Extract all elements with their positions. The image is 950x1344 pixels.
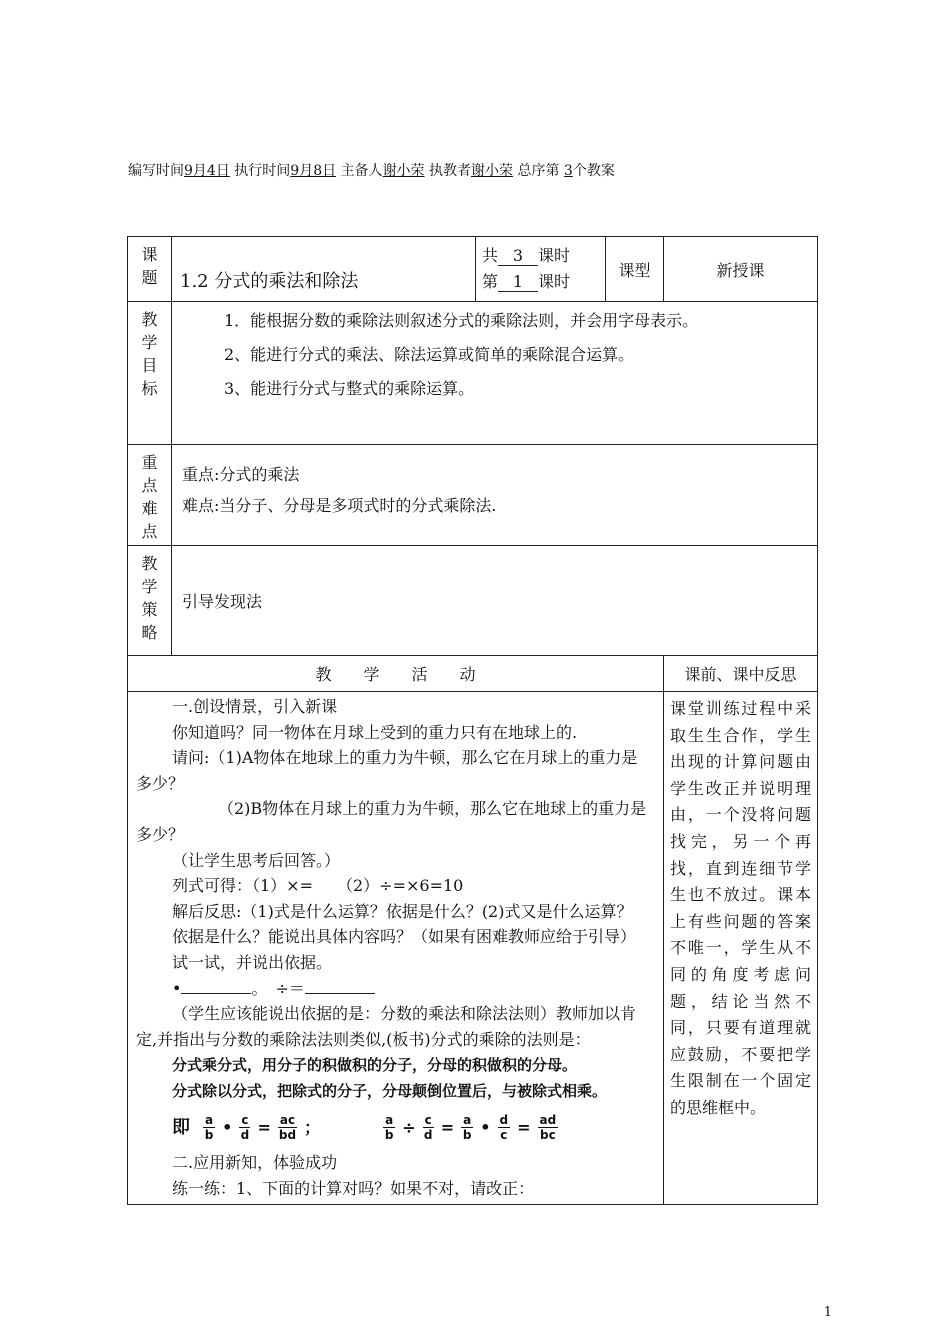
seq-suffix: 个教案 xyxy=(572,163,615,179)
fraction-c-d xyxy=(239,1113,250,1142)
label-char: 策 xyxy=(141,600,158,619)
activity-content xyxy=(128,692,664,1205)
fraction-d-c xyxy=(498,1113,511,1142)
formula-prefix: 即 xyxy=(172,1116,190,1138)
lesson-title: 1.2 分式的乘法和除法 xyxy=(172,237,476,302)
text-line: 多少？ xyxy=(136,773,185,793)
seq-number: 3 xyxy=(563,163,573,179)
current-lesson: 1 xyxy=(498,273,538,292)
goal-item: 2、能进行分式的乘法、除法运算或简单的乘除混合运算。 xyxy=(224,345,635,364)
denominator: b xyxy=(384,1127,394,1142)
text-line: 列式可得：（1）×= （2）÷=×6=10 xyxy=(172,876,464,896)
exec-date: 9月8日 xyxy=(290,163,337,179)
numerator: a xyxy=(385,1112,394,1127)
label-char: 略 xyxy=(141,623,158,642)
current-suffix: 课时 xyxy=(538,272,571,291)
goals-list xyxy=(172,302,818,445)
teacher-name: 谢小荣 xyxy=(471,163,514,179)
denominator: d xyxy=(423,1127,433,1142)
answer-blank xyxy=(305,979,375,994)
page-number: 1 xyxy=(823,1305,832,1320)
activity-head-row xyxy=(128,656,818,692)
compile-label: 编写时间 xyxy=(128,163,184,179)
text-line: 练一练：1、下面的计算对吗？如果不对，请改正： xyxy=(172,1178,535,1198)
equals-sign: = xyxy=(440,1117,455,1137)
exercise-line xyxy=(136,976,655,1002)
label-char: 教 xyxy=(141,554,158,573)
keypoints-content xyxy=(172,445,818,546)
label-char: 重 xyxy=(141,453,158,472)
numerator: a xyxy=(205,1112,214,1127)
label-char: 点 xyxy=(141,476,158,495)
teacher-label: 执教者 xyxy=(429,163,472,179)
numerator: ad xyxy=(539,1112,557,1127)
compile-date: 9月4日 xyxy=(184,163,230,179)
fraction-c-d xyxy=(423,1113,434,1142)
text-line: 你知道吗？同一物体在月球上受到的重力只有在地球上的. xyxy=(172,722,578,742)
preparer-name: 谢小荣 xyxy=(382,163,425,179)
reflection-content: 课堂训练过程中采取生生合作，学生出现的计算问题由学生改正并说明理由，一个没将问题找完，另一个再找，直到连细节学生也不放过。课本上有些问题的答案不唯一，学生从不同的角度考虑问题，结论当然不同，只要有道理就应鼓励，不要把学生限制在一个固定的思维框中。 xyxy=(664,692,818,1205)
lesson-count xyxy=(476,237,606,302)
fraction-ad-bc xyxy=(538,1113,559,1142)
rule-division: 分式除以分式，把除式的分子，分母颠倒位置后，与被除式相乘。 xyxy=(172,1082,608,1101)
dot-symbol: • xyxy=(172,978,182,998)
label-char: 难 xyxy=(141,499,158,518)
total-prefix: 共 xyxy=(482,246,499,265)
denominator: c xyxy=(500,1127,508,1142)
denominator: b xyxy=(204,1127,214,1142)
label-char: 目 xyxy=(141,356,158,375)
text-line: 解后反思:（1)式是什么运算？依据是什么？(2)式又是什么运算？ xyxy=(172,901,633,921)
answer-blank xyxy=(181,979,251,994)
keypoints-label xyxy=(128,445,172,546)
denominator: b xyxy=(462,1127,472,1142)
numerator: c xyxy=(424,1112,432,1127)
exercise-text: 。 ÷＝ xyxy=(251,978,305,998)
fraction-a-b xyxy=(461,1113,473,1142)
fraction-ac-bd xyxy=(278,1113,297,1142)
text-line: 定,并指出与分数的乘除法法则类似,(板书)分式的乘除的法则是： xyxy=(136,1029,591,1049)
numerator: c xyxy=(241,1112,249,1127)
activity-heading xyxy=(128,656,664,692)
strategy-value: 引导发现法 xyxy=(172,546,818,656)
fraction-a-b xyxy=(383,1113,395,1142)
lesson-type-value: 新授课 xyxy=(664,237,818,302)
lesson-type-label: 课型 xyxy=(606,237,664,302)
difficult-point: 难点:当分子、分母是多项式时的分式乘除法. xyxy=(182,496,497,515)
label-char: 点 xyxy=(141,522,158,541)
label-char: 学 xyxy=(141,333,158,352)
label-char: 课 xyxy=(141,245,158,264)
label-char: 标 xyxy=(141,379,158,398)
keypoints-row xyxy=(128,445,818,546)
strategy-row xyxy=(128,546,818,656)
total-suffix: 课时 xyxy=(538,246,571,265)
topic-label xyxy=(128,237,172,302)
label-char: 学 xyxy=(141,577,158,596)
lesson-plan-table xyxy=(127,236,818,1205)
heading-char: 学 xyxy=(363,665,380,684)
heading-char: 教 xyxy=(315,665,332,684)
goals-row xyxy=(128,302,818,445)
divide-operator: ÷ xyxy=(402,1117,416,1137)
denominator: bd xyxy=(278,1127,297,1142)
goal-item: 3、能进行分式与整式的乘除运算。 xyxy=(224,379,475,398)
text-line: 多少？ xyxy=(136,824,185,844)
label-char: 教 xyxy=(141,310,158,329)
text-line: （让学生思考后回答。） xyxy=(172,850,341,870)
reflection-heading: 课前、课中反思 xyxy=(664,656,818,692)
text-line: 依据是什么？能说出具体内容吗？（如果有困难教师应给于引导） xyxy=(172,927,637,947)
rule-multiplication: 分式乘分式，用分子的积做积的分子，分母的积做积的分母。 xyxy=(172,1056,578,1075)
text-line: （学生应该能说出依据的是：分数的乘法和除法法则）教师加以肯 xyxy=(172,1004,637,1024)
strategy-label xyxy=(128,546,172,656)
plan-header xyxy=(128,160,828,180)
total-lessons: 3 xyxy=(498,247,538,266)
exec-label: 执行时间 xyxy=(234,163,291,179)
seq-label: 总序第 xyxy=(517,163,560,179)
section-heading: 二.应用新知，体验成功 xyxy=(172,1153,338,1173)
goal-item: 1．能根据分数的乘除法则叙述分式的乘除法则，并会用字母表示。 xyxy=(224,311,699,330)
dot-operator: • xyxy=(222,1117,233,1137)
denominator: d xyxy=(240,1127,250,1142)
numerator: ac xyxy=(279,1112,296,1127)
heading-char: 动 xyxy=(459,665,476,684)
text-line: 请问:（1)A物体在地球上的重力为牛顿，那么它在月球上的重力是 xyxy=(172,748,638,768)
semicolon: ； xyxy=(304,1117,321,1137)
activity-row xyxy=(128,692,818,1205)
current-prefix: 第 xyxy=(482,272,499,291)
goals-label xyxy=(128,302,172,445)
text-line: （2)B物体在月球上的重力为牛顿，那么它在地球上的重力是 xyxy=(218,799,647,819)
topic-row xyxy=(128,237,818,302)
text-line: 试一试，并说出依据。 xyxy=(172,952,333,972)
fraction-a-b xyxy=(203,1113,215,1142)
equals-sign: = xyxy=(257,1117,271,1137)
section-heading: 一.创设情景，引入新课 xyxy=(172,697,338,716)
dot-operator: • xyxy=(480,1117,491,1137)
equals-sign: = xyxy=(517,1117,531,1137)
formula-row xyxy=(136,1104,655,1150)
key-point: 重点:分式的乘法 xyxy=(182,465,300,484)
numerator: d xyxy=(499,1112,509,1127)
numerator: a xyxy=(463,1112,472,1127)
denominator: bc xyxy=(539,1127,556,1142)
label-char: 题 xyxy=(141,268,158,287)
preparer-label: 主备人 xyxy=(340,163,383,179)
heading-char: 活 xyxy=(411,665,428,684)
